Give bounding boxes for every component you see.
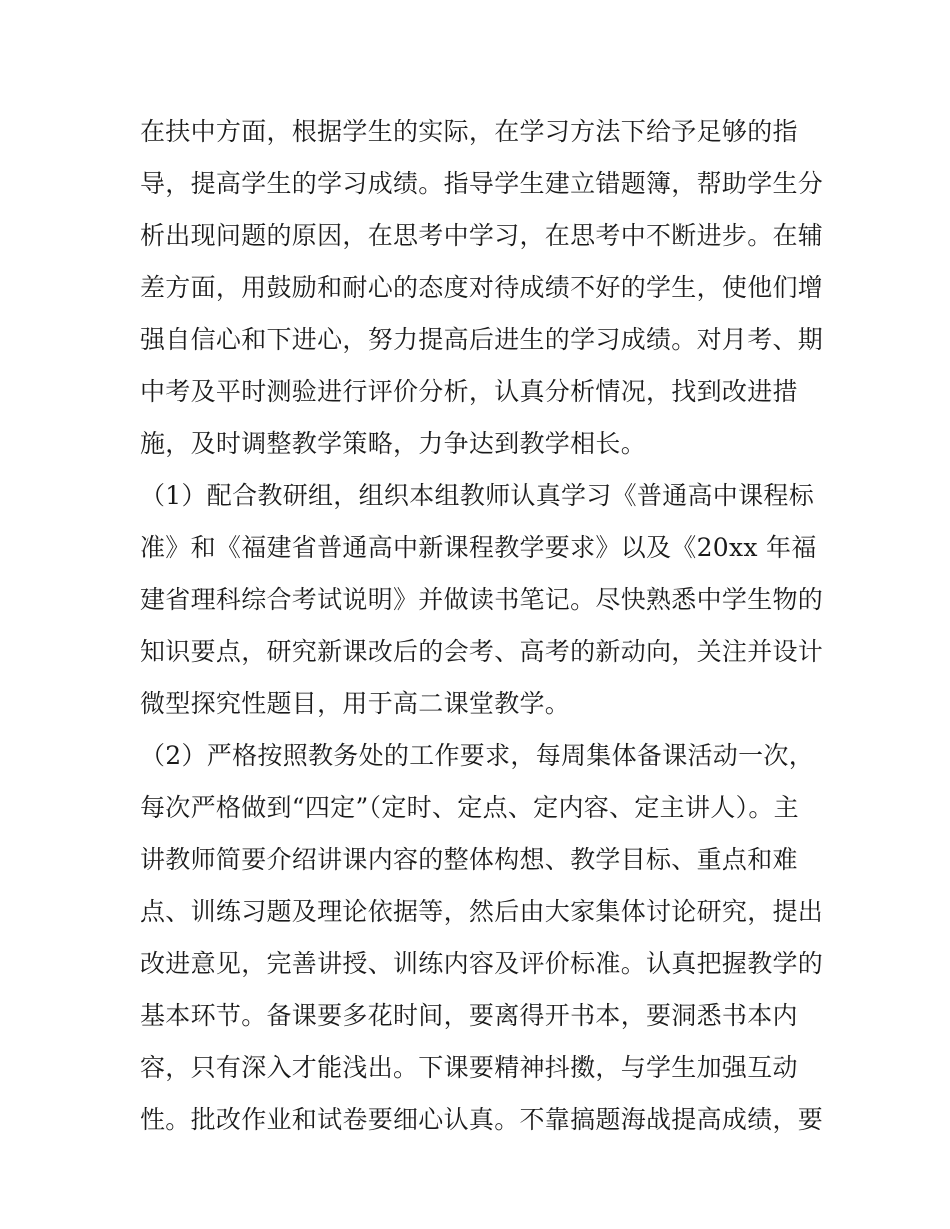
text-line: 点、训练习题及理论依据等，然后由大家集体讨论研究，提出 (140, 897, 824, 926)
text-line: 讲教师简要介绍讲课内容的整体构想、教学目标、重点和难 (140, 845, 798, 874)
text-line: 微型探究性题目，用于高二课堂教学。 (140, 689, 571, 718)
text-line: 准》和《福建省普通高中新课程教学要求》以及《20xx 年福 (140, 533, 817, 562)
text-line: 改进意见，完善讲授、训练内容及评价标准。认真把握教学的 (140, 949, 824, 978)
text-line: 差方面，用鼓励和耐心的态度对待成绩不好的学生，使他们增 (140, 273, 824, 302)
text-line: 导，提高学生的学习成绩。指导学生建立错题簿，帮助学生分 (140, 169, 824, 198)
text-line: 施，及时调整教学策略，力争达到教学相长。 (140, 429, 647, 458)
text-line: 中考及平时测验进行评价分析，认真分析情况，找到改进措 (140, 377, 798, 406)
text-line: 基本环节。备课要多花时间，要离得开书本，要洞悉书本内 (140, 1001, 798, 1030)
text-line: 每次严格做到“四定”（定时、定点、定内容、定主讲人）。主 (140, 793, 799, 822)
text-line: 容，只有深入才能浅出。下课要精神抖擞，与学生加强互动 (140, 1053, 798, 1082)
text-line: 知识要点，研究新课改后的会考、高考的新动向，关注并设计 (140, 637, 824, 666)
text-line: （1）配合教研组，组织本组教师认真学习《普通高中课程标 (140, 481, 815, 510)
text-line: 建省理科综合考试说明》并做读书笔记。尽快熟悉中学生物的 (140, 585, 824, 614)
text-line: 强自信心和下进心，努力提高后进生的学习成绩。对月考、期 (140, 325, 824, 354)
text-line: （2）严格按照教务处的工作要求，每周集体备课活动一次， (140, 741, 815, 770)
body-text (140, 106, 824, 1146)
text-line: 性。批改作业和试卷要细心认真。不靠搞题海战提高成绩，要 (140, 1105, 824, 1134)
text-line: 析出现问题的原因，在思考中学习，在思考中不断进步。在辅 (140, 221, 824, 250)
text-line: 在扶中方面，根据学生的实际，在学习方法下给予足够的指 (140, 117, 798, 146)
